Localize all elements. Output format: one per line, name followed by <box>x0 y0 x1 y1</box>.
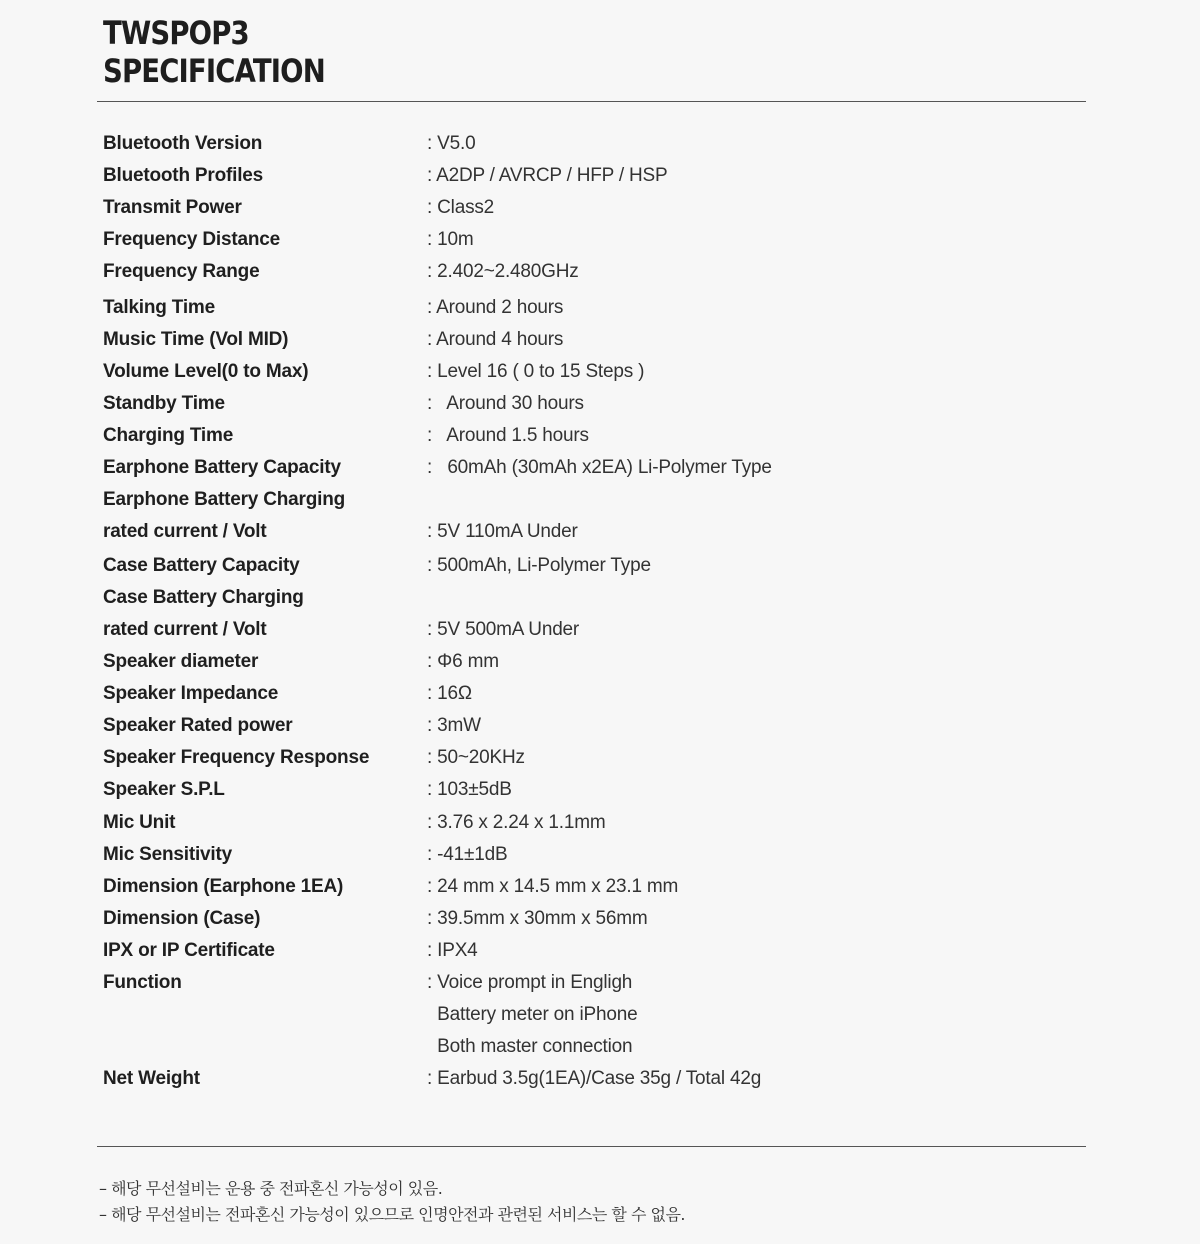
spec-value: : Voice prompt in Engligh <box>427 972 633 993</box>
spec-value: : 39.5mm x 30mm x 56mm <box>427 908 648 929</box>
spec-label: Charging Time <box>103 425 234 446</box>
spec-label: Bluetooth Profiles <box>103 165 264 186</box>
spec-label: Net Weight <box>103 1068 200 1089</box>
spec-label: Earphone Battery Charging <box>103 489 346 510</box>
spec-label: Volume Level(0 to Max) <box>103 361 309 382</box>
spec-label: IPX or IP Certificate <box>103 940 275 961</box>
spec-value: : Around 2 hours <box>427 297 564 318</box>
spec-label: Speaker S.P.L <box>103 779 225 800</box>
spec-value: : 500mAh, Li-Polymer Type <box>427 555 651 576</box>
spec-value: : Class2 <box>427 197 495 218</box>
spec-label: Earphone Battery Capacity <box>103 457 341 478</box>
spec-label: Dimension (Case) <box>103 908 261 929</box>
spec-value: : 103±5dB <box>427 779 512 800</box>
spec-value: : V5.0 <box>427 133 476 154</box>
spec-label: Mic Unit <box>103 812 176 833</box>
spec-label: Bluetooth Version <box>103 133 263 154</box>
spec-value: : 10m <box>427 229 474 250</box>
page-header <box>103 14 361 90</box>
spec-value: : Level 16 ( 0 to 15 Steps ) <box>427 361 645 382</box>
spec-label: rated current / Volt <box>103 521 267 542</box>
spec-value: : Earbud 3.5g(1EA)/Case 35g / Total 42g <box>427 1068 762 1089</box>
spec-label: rated current / Volt <box>103 619 267 640</box>
spec-value: : 3mW <box>427 715 481 736</box>
spec-value: : 24 mm x 14.5 mm x 23.1 mm <box>427 876 679 897</box>
spec-value: : Around 1.5 hours <box>427 425 589 446</box>
spec-value: : Around 4 hours <box>427 329 564 350</box>
spec-value: : -41±1dB <box>427 844 508 865</box>
spec-value: : 50~20KHz <box>427 747 525 768</box>
spec-label: Speaker Frequency Response <box>103 747 370 768</box>
spec-label: Mic Sensitivity <box>103 844 232 865</box>
top-divider <box>97 101 1086 102</box>
spec-label: Speaker Impedance <box>103 683 279 704</box>
spec-label: Function <box>103 972 182 993</box>
spec-value: : IPX4 <box>427 940 478 961</box>
spec-label: Frequency Range <box>103 261 260 282</box>
spec-value: : 2.402~2.480GHz <box>427 261 579 282</box>
spec-label: Dimension (Earphone 1EA) <box>103 876 344 897</box>
spec-label: Frequency Distance <box>103 229 280 250</box>
section-title: SPECIFICATION <box>103 52 325 90</box>
spec-value: : Φ6 mm <box>427 651 499 672</box>
spec-value: Battery meter on iPhone <box>427 1004 638 1025</box>
notice-item: – 해당 무선설비는 전파혼신 가능성이 있으므로 인명안전과 관련된 서비스는 할 수 없음. <box>99 1205 685 1224</box>
spec-value: : 16Ω <box>427 683 472 704</box>
product-title: TWSPOP3 <box>103 14 249 52</box>
spec-value: : A2DP / AVRCP / HFP / HSP <box>427 165 668 186</box>
spec-value: Both master connection <box>427 1036 633 1057</box>
spec-label: Music Time (Vol MID) <box>103 329 289 350</box>
spec-value: : 60mAh (30mAh x2EA) Li-Polymer Type <box>427 457 772 478</box>
spec-label: Case Battery Capacity <box>103 555 300 576</box>
spec-label: Speaker diameter <box>103 651 259 672</box>
spec-label: Talking Time <box>103 297 215 318</box>
spec-label: Standby Time <box>103 393 225 414</box>
spec-label: Case Battery Charging <box>103 587 304 608</box>
notice-item: – 해당 무선설비는 운용 중 전파혼신 가능성이 있음. <box>99 1179 443 1198</box>
spec-value: : 5V 500mA Under <box>427 619 580 640</box>
bottom-divider <box>97 1146 1086 1147</box>
spec-label: Transmit Power <box>103 197 242 218</box>
notice-list <box>99 1176 685 1228</box>
spec-value: : 3.76 x 2.24 x 1.1mm <box>427 812 606 833</box>
spec-value: : 5V 110mA Under <box>427 521 578 542</box>
spec-value: : Around 30 hours <box>427 393 584 414</box>
spec-label: Speaker Rated power <box>103 715 293 736</box>
